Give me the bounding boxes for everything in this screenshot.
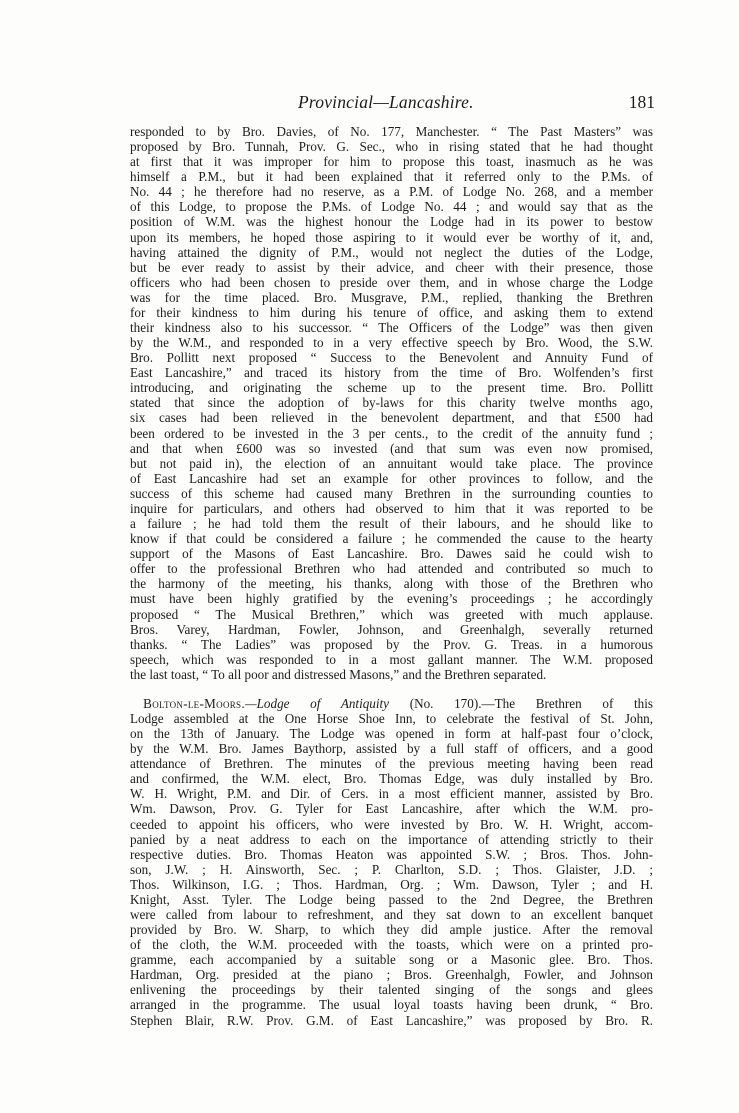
- text-line: Stephen Blair, R.W. Prov. G.M. of East Lancashire,” was proposed by Bro. R.: [130, 1012, 653, 1028]
- lead-line-rest: (No. 170).—The Brethren of this: [389, 695, 653, 711]
- text-line: Lodge assembled at the One Horse Shoe Inn, to celebrate the festival of St. John,: [130, 710, 653, 726]
- text-line: support of the Masons of East Lancashire. Bro. Dawes said he could wish to: [130, 546, 653, 562]
- text-line: and that when £600 was so invested (and that sum was even now promised,: [130, 440, 653, 456]
- text-line: Bro. Pollitt next proposed “ Success to the Benevolent and Annuity Fund of: [130, 350, 653, 366]
- text-line: the harmony of the meeting, his thanks, along with those of the Brethren who: [130, 576, 653, 592]
- text-line: thanks. “ The Ladies” was proposed by the Prov. G. Treas. in a humorous: [130, 636, 653, 652]
- body-text: [130, 124, 653, 1028]
- text-line: six cases had been relieved in the benevolent department, and that £500 had: [130, 410, 653, 426]
- paragraph-spacer: [130, 682, 653, 696]
- text-line: know if that could be considered a failure ; he commended the cause to the hearty: [130, 531, 653, 547]
- text-line: by the W.M., and responded to in a very effective speech by Bro. Wood, the S.W.: [130, 335, 653, 351]
- text-line: responded to by Bro. Davies, of No. 177, Manchester. “ The Past Masters” was: [130, 124, 653, 139]
- text-line: Hardman, Org. presided at the piano ; Bros. Greenhalgh, Fowler, and Johnson: [130, 967, 653, 983]
- text-line: of the cloth, the W.M. proceeded with the toasts, which were on a printed pro-: [130, 937, 653, 953]
- text-line: arranged in the programme. The usual loyal toasts having been drunk, “ Bro.: [130, 997, 653, 1013]
- text-line: Knight, Asst. Tyler. The Lodge being passed to the 2nd Degree, the Brethren: [130, 891, 653, 907]
- text-line: stated that since the adoption of by-laws for this charity twelve months ago,: [130, 395, 653, 411]
- text-line: of this Lodge, to propose the P.Ms. of Lodge No. 44 ; and would say that as the: [130, 199, 653, 215]
- text-line: son, J.W. ; H. Ainsworth, Sec. ; P. Charlton, S.D. ; Thos. Glaister, J.D. ;: [130, 861, 653, 877]
- text-line: himself a P.M., but it had been explained that it referred only to the P.Ms. of: [130, 169, 653, 185]
- text-line: ceeded to appoint his officers, who were invested by Bro. W. H. Wright, accom-: [130, 816, 653, 832]
- text-line: officers who had been chosen to preside over them, and in whose charge the Lodge: [130, 274, 653, 290]
- text-line: attendance of Brethren. The minutes of the previous meeting having been read: [130, 756, 653, 772]
- text-line: position of W.M. was the highest honour the Lodge had in its power to bestow: [130, 214, 653, 230]
- text-line: was for the time placed. Bro. Musgrave, P.M., replied, thanking the Brethren: [130, 289, 653, 305]
- text-line: inquire for particulars, and others had observed to him that it was reported to be: [130, 500, 653, 516]
- text-line: introducing, and originating the scheme up to the present time. Bro. Pollitt: [130, 380, 653, 396]
- running-title: Provincial—Lancashire.: [298, 92, 474, 112]
- text-line: by the W.M. Bro. James Baythorp, assisted by a full staff of officers, and a good: [130, 741, 653, 757]
- text-line: provided by Bro. W. Sharp, to which they did ample justice. After the removal: [130, 922, 653, 938]
- text-line: respective duties. Bro. Thomas Heaton was appointed S.W. ; Bros. Thos. John-: [130, 846, 653, 862]
- text-line: gramme, each accompanied by a suitable song or a Masonic glee. Bro. Thos.: [130, 952, 653, 968]
- text-line: upon its members, he hoped those aspiring to it would ever be worthy of it, and,: [130, 229, 653, 245]
- text-line: their kindness also to his successor. “ The Officers of the Lodge” was then given: [130, 320, 653, 336]
- text-line: East Lancashire,” and traced its history from the time of Bro. Wolfenden’s first: [130, 365, 653, 381]
- text-line-lead: [130, 696, 653, 711]
- text-line: Thos. Wilkinson, I.G. ; Thos. Hardman, Org. ; Wm. Dawson, Tyler ; and H.: [130, 876, 653, 892]
- text-line: speech, which was responded to in a most gallant manner. The W.M. proposed: [130, 651, 653, 667]
- text-line: having attained the dignity of P.M., would not neglect the duties of the Lodge,: [130, 244, 653, 260]
- text-line: for their kindness to him during his tenure of office, and asking them to extend: [130, 304, 653, 320]
- text-line: on the 13th of January. The Lodge was opened in form at half-past four o’clock,: [130, 726, 653, 742]
- text-line: and confirmed, the W.M. elect, Bro. Thomas Edge, was duly installed by Bro.: [130, 771, 653, 787]
- place-heading: Bolton-le-Moors.: [143, 695, 245, 711]
- text-line: were called from labour to refreshment, and they sat down to an excellent banquet: [130, 906, 653, 922]
- text-line: W. H. Wright, P.M. and Dir. of Cers. in a most efficient manner, assisted by Bro.: [130, 786, 653, 802]
- text-line: Bros. Varey, Hardman, Fowler, Johnson, and Greenhalgh, severally returned: [130, 621, 653, 637]
- lodge-name: —Lodge of Antiquity: [244, 695, 390, 711]
- text-line: proposed by Bro. Tunnah, Prov. G. Sec., who in rising stated that he had thought: [130, 139, 653, 155]
- page-number: 181: [628, 92, 655, 112]
- text-line: of East Lancashire had set an example for other provinces to follow, and the: [130, 470, 653, 486]
- text-line: offer to the professional Brethren who had attended and contributed so much to: [130, 561, 653, 577]
- text-line: but be ever ready to assist by their advice, and cheer with their presence, those: [130, 259, 653, 275]
- paragraph-past-masters-toast: [130, 124, 653, 682]
- running-header: [130, 92, 655, 114]
- paragraph-bolton-le-moors: [130, 696, 653, 1028]
- text-line: a failure ; he had told them the result of their labours, and he should like to: [130, 516, 653, 532]
- text-line: must have been highly gratified by the evening’s proceedings ; he accordingly: [130, 591, 653, 607]
- text-line: enlivening the proceedings by their talented singing of the songs and glees: [130, 982, 653, 998]
- text-line: success of this scheme had caused many Brethren in the surrounding counties to: [130, 485, 653, 501]
- text-line: panied by a neat address to each on the importance of attending strictly to their: [130, 831, 653, 847]
- text-line: but not paid in), the election of an annuitant would take place. The province: [130, 455, 653, 471]
- text-line: proposed “ The Musical Brethren,” which was greeted with much applause.: [130, 606, 653, 622]
- text-line: Wm. Dawson, Prov. G. Tyler for East Lancashire, after which the W.M. pro-: [130, 801, 653, 817]
- text-line: been ordered to be invested in the 3 per cents., to the credit of the annuity fund ;: [130, 425, 653, 441]
- text-line: the last toast, “ To all poor and distressed Masons,” and the Brethren separated.: [130, 666, 547, 682]
- text-line: at first that it was improper for him to propose this toast, inasmuch as he was: [130, 154, 653, 170]
- text-line: No. 44 ; he therefore had no reserve, as a P.M. of Lodge No. 268, and a member: [130, 184, 653, 200]
